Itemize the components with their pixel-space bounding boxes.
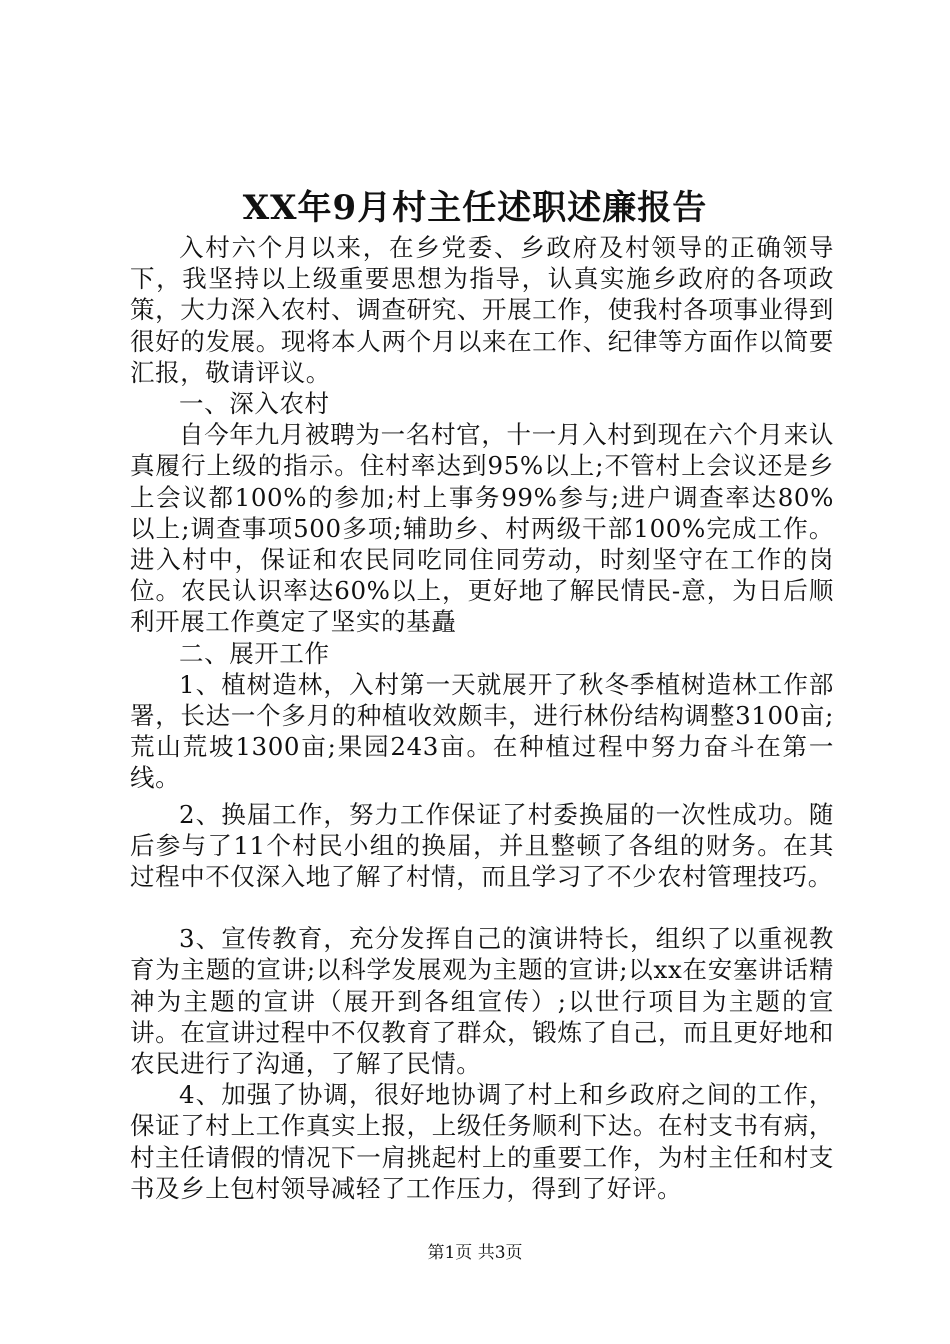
document-title: XX年9月村主任述职述廉报告 [242, 188, 708, 228]
section-heading-2: 二、展开工作 [179, 638, 330, 668]
document-body [130, 232, 834, 1204]
section-heading-1: 一、深入农村 [179, 389, 330, 419]
item-1-paragraph: 1、植树造林，入村第一天就展开了秋冬季植树造林工作部署，长达一个多月的种植收效颇丰，进行林份结构调整3100亩;荒山荒坡1300亩;果园243亩。在种植过程中努力奋斗在第一线。 [130, 669, 834, 793]
item-3-paragraph: 3、宣传教育，充分发挥自己的演讲特长，组织了以重视教育为主题的宣讲;以科学发展观为主题的宣讲;以xx在安塞讲话精神为主题的宣讲（展开到各组宣传）;以世行项目为主题的宣讲。在宣讲过程中不仅教育了群众，锻炼了自己，而且更好地和农民进行了沟通，了解了民情。 [130, 924, 834, 1079]
item-2-paragraph: 2、换届工作，努力工作保证了村委换届的一次性成功。随后参与了11个村民小组的换届，并且整顿了各组的财务。在其过程中不仅深入地了解了村情，而且学习了不少农村管理技巧。 [130, 799, 834, 892]
page-number-footer: 第1页 共3页 [427, 1243, 523, 1263]
section-1-paragraph: 自今年九月被聘为一名村官，十一月入村到现在六个月来认真履行上级的指示。住村率达到95%以上;不管村上会议还是乡上会议都100%的参加;村上事务99%参与;进户调查率达80%以上;调查事项500多项;辅助乡、村两级干部100%完成工作。进入村中，保证和农民同吃同住同劳动，时刻坚守在工作的岗位。农民认识率达60%以上，更好地了解民情民-意，为日后顺利开展工作奠定了坚实的基矗 [130, 420, 834, 637]
intro-paragraph: 入村六个月以来，在乡党委、乡政府及村领导的正确领导下，我坚持以上级重要思想为指导，认真实施乡政府的各项政策，大力深入农村、调查研究、开展工作，使我村各项事业得到很好的发展。现将本人两个月以来在工作、纪律等方面作以简要汇报，敬请评议。 [130, 233, 834, 387]
item-4-paragraph: 4、加强了协调，很好地协调了村上和乡政府之间的工作，保证了村上工作真实上报，上级任务顺利下达。在村支书有病，村主任请假的情况下一肩挑起村上的重要工作，为村主任和村支书及乡上包村领导减轻了工作压力，得到了好评。 [130, 1080, 834, 1203]
